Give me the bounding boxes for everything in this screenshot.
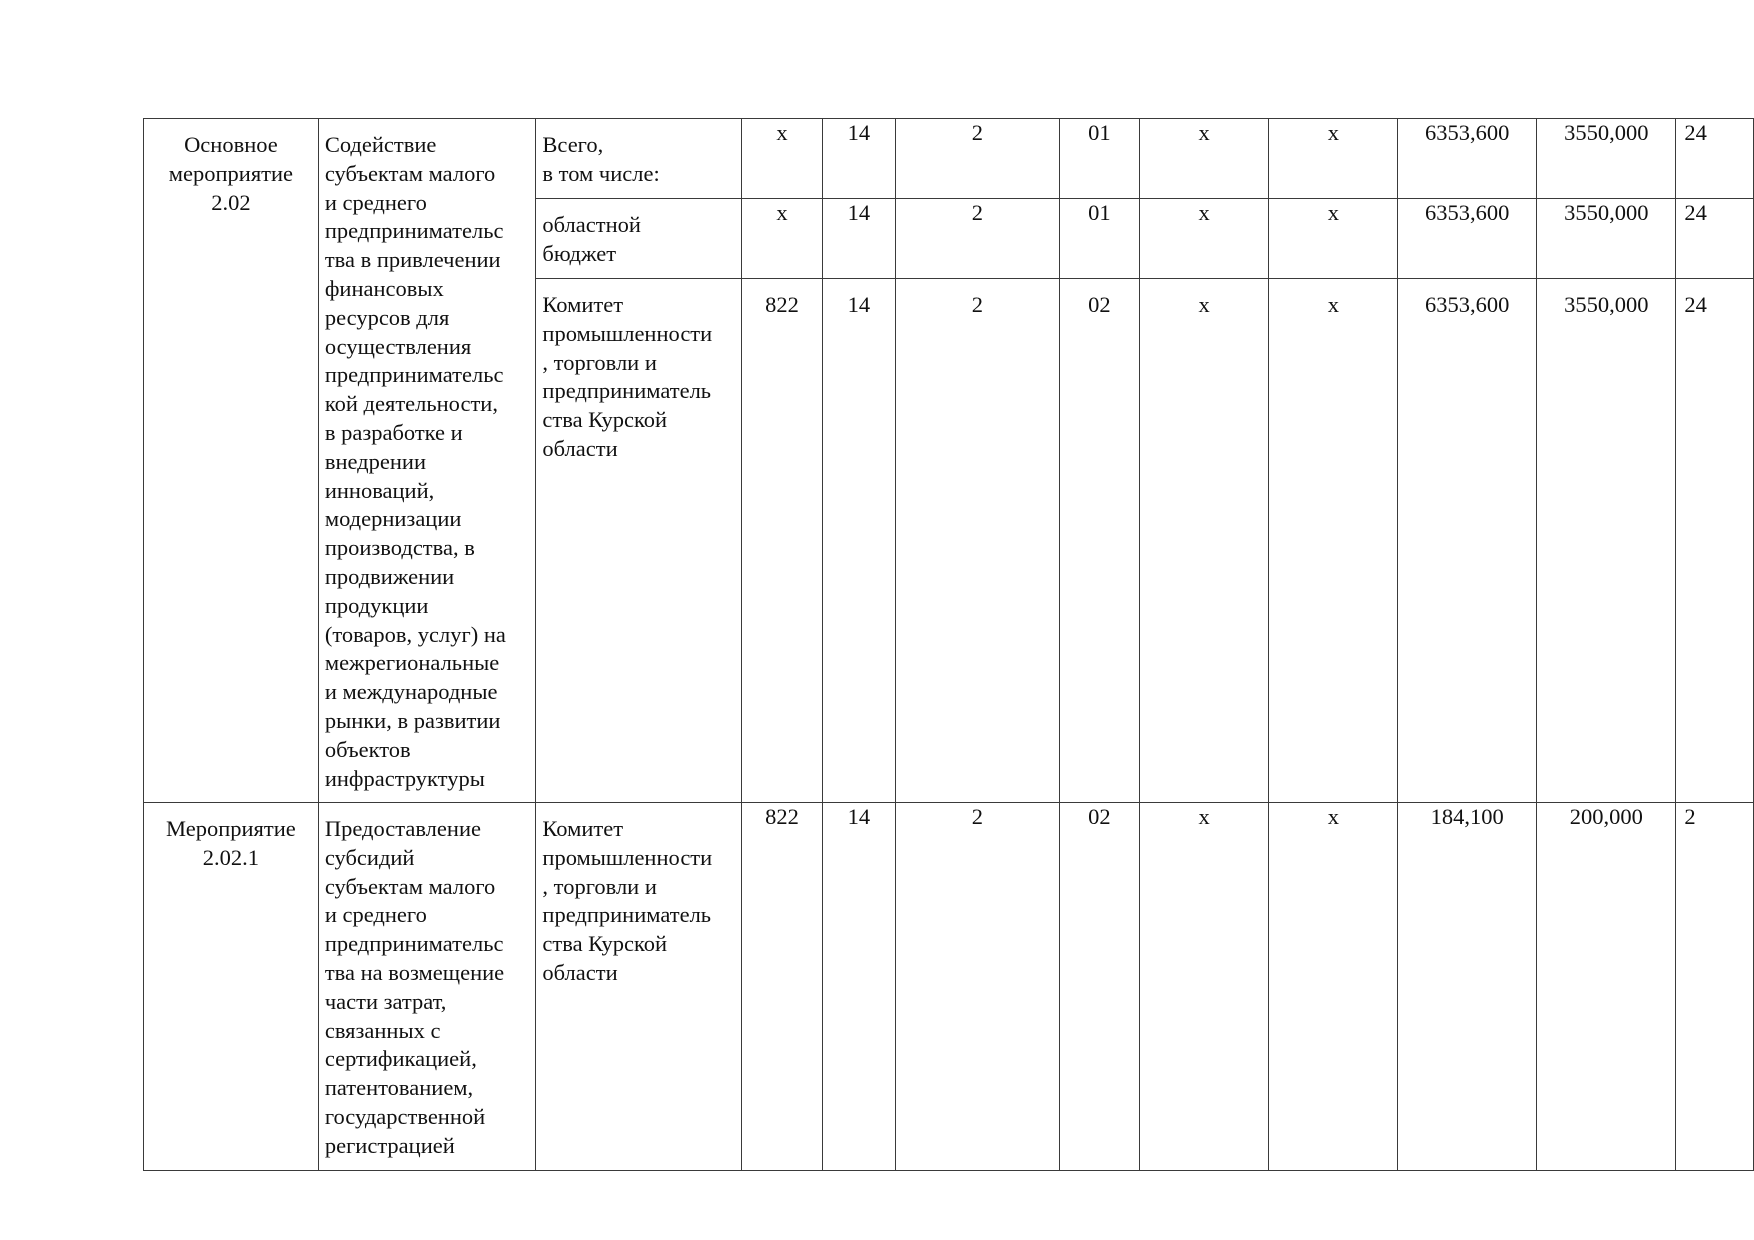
gp-cell	[822, 119, 895, 199]
amount-1-cell	[1398, 279, 1537, 803]
grbs-value: х	[776, 120, 788, 145]
amount-3-cell	[1676, 279, 1754, 803]
activity-code: Основное мероприятие 2.02	[168, 132, 294, 215]
activity-code: Мероприятие 2.02.1	[166, 816, 296, 870]
col5-value: х	[1198, 804, 1210, 829]
gp-value: 14	[847, 292, 871, 317]
om-value: 02	[1088, 292, 1111, 317]
amount-3-value: 24	[1684, 292, 1707, 317]
amount-3-value: 24	[1684, 120, 1707, 145]
pgp-cell	[896, 279, 1060, 803]
col5-cell	[1139, 279, 1269, 803]
amount-1-value: 184,100	[1430, 804, 1504, 829]
amount-2-value: 3550,000	[1564, 120, 1649, 145]
funding-source: Комитет промышленности , торговли и предприниматель ства Курской области	[542, 292, 713, 461]
gp-value: 14	[847, 120, 871, 145]
col6-value: х	[1327, 292, 1339, 317]
gp-cell	[822, 199, 895, 279]
grbs-value: 822	[765, 804, 799, 829]
amount-3-value: 24	[1684, 200, 1707, 225]
amount-1-cell	[1398, 119, 1537, 199]
activity-name: Содействие субъектам малого и среднего предпринимательс тва в привлечении финансовых ресурсов для осуществления предпринимательс кой деятельности, в разработке и внедрении инноваций, модернизации производства, в продвижении продукции (товаров, услуг) на межрегиональные и международные рынки, в развитии объектов инфраструктуры	[324, 132, 506, 791]
activity-code-cell	[144, 803, 319, 1171]
activity-name-cell	[318, 803, 536, 1171]
col5-value: х	[1198, 200, 1210, 225]
col5-cell	[1139, 803, 1269, 1171]
amount-2-cell	[1537, 803, 1676, 1171]
col6-value: х	[1327, 804, 1339, 829]
om-value: 01	[1088, 120, 1111, 145]
amount-2-cell	[1537, 279, 1676, 803]
activity-name: Предоставление субсидий субъектам малого и среднего предпринимательс тва на возмещение части затрат, связанных с сертификацией, патентованием, государственной регистрацией	[324, 816, 505, 1158]
amount-1-value: 6353,600	[1425, 200, 1510, 225]
col6-cell	[1269, 803, 1398, 1171]
om-cell	[1059, 279, 1139, 803]
pgp-cell	[896, 199, 1060, 279]
col6-cell	[1269, 119, 1398, 199]
om-cell	[1059, 119, 1139, 199]
pgp-value: 2	[971, 200, 984, 225]
amount-3-value: 2	[1684, 804, 1696, 829]
amount-3-cell	[1676, 119, 1754, 199]
om-cell	[1059, 803, 1139, 1171]
col5-value: х	[1198, 292, 1210, 317]
pgp-value: 2	[971, 292, 984, 317]
table-row	[144, 119, 1754, 199]
gp-cell	[822, 279, 895, 803]
funding-source-cell	[536, 119, 742, 199]
funding-source: Комитет промышленности , торговли и предприниматель ства Курской области	[542, 816, 713, 985]
amount-1-value: 6353,600	[1425, 120, 1510, 145]
funding-source: областной бюджет	[542, 212, 641, 266]
grbs-value: 822	[765, 292, 799, 317]
amount-3-cell	[1676, 199, 1754, 279]
budget-table	[143, 118, 1754, 1171]
amount-3-cell	[1676, 803, 1754, 1171]
om-value: 01	[1088, 200, 1111, 225]
pgp-value: 2	[971, 804, 984, 829]
funding-source-cell	[536, 279, 742, 803]
amount-1-cell	[1398, 199, 1537, 279]
amount-2-cell	[1537, 119, 1676, 199]
om-cell	[1059, 199, 1139, 279]
col6-value: х	[1327, 120, 1339, 145]
table-row	[144, 803, 1754, 1171]
amount-1-cell	[1398, 803, 1537, 1171]
pgp-cell	[896, 803, 1060, 1171]
grbs-cell	[742, 803, 823, 1171]
activity-name-cell	[318, 119, 536, 803]
activity-code-cell	[144, 119, 319, 803]
amount-2-value: 3550,000	[1564, 200, 1649, 225]
grbs-cell	[742, 279, 823, 803]
pgp-value: 2	[971, 120, 984, 145]
grbs-value: х	[776, 200, 788, 225]
gp-cell	[822, 803, 895, 1171]
pgp-cell	[896, 119, 1060, 199]
amount-2-value: 3550,000	[1564, 292, 1649, 317]
gp-value: 14	[847, 804, 871, 829]
col5-value: х	[1198, 120, 1210, 145]
col6-cell	[1269, 199, 1398, 279]
col6-cell	[1269, 279, 1398, 803]
funding-source-cell	[536, 803, 742, 1171]
funding-source-cell	[536, 199, 742, 279]
gp-value: 14	[847, 200, 871, 225]
grbs-cell	[742, 199, 823, 279]
col5-cell	[1139, 199, 1269, 279]
grbs-cell	[742, 119, 823, 199]
amount-1-value: 6353,600	[1425, 292, 1510, 317]
col6-value: х	[1327, 200, 1339, 225]
col5-cell	[1139, 119, 1269, 199]
amount-2-value: 200,000	[1569, 804, 1643, 829]
funding-source: Всего, в том числе:	[542, 132, 660, 186]
om-value: 02	[1088, 804, 1111, 829]
amount-2-cell	[1537, 199, 1676, 279]
